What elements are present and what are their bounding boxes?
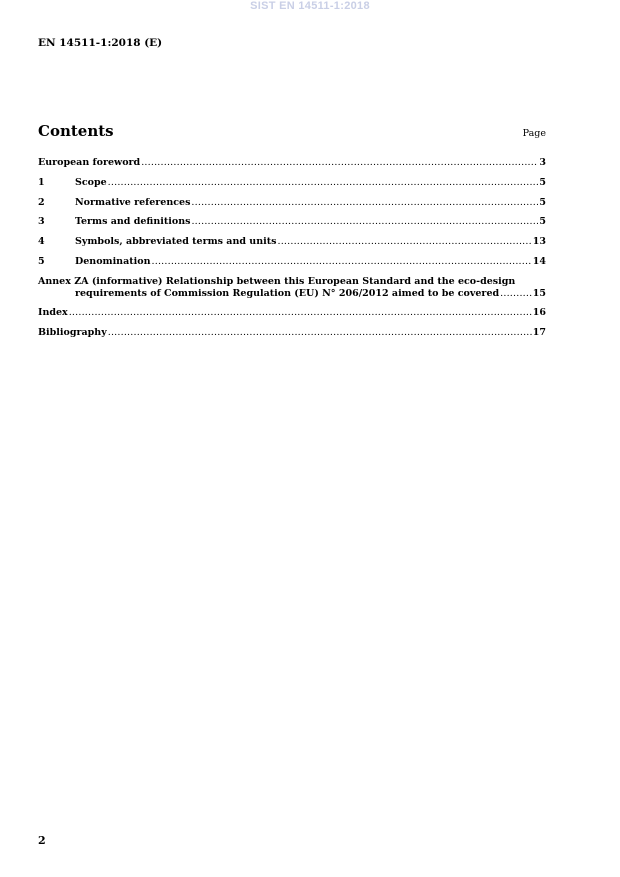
toc-entry-annex-za[interactable] (38, 276, 546, 300)
toc-entry-title: Scope (75, 176, 107, 188)
toc-entry-bibliography[interactable] (38, 327, 546, 339)
contents-title: Contents (38, 122, 114, 140)
toc-entry-title: Terms and definitions (75, 216, 191, 228)
toc-entry-page: 16 (532, 306, 546, 318)
toc-entry-denomination[interactable] (38, 256, 546, 268)
toc-entry-number: 2 (38, 196, 45, 208)
table-of-contents (38, 157, 546, 346)
toc-entry-number: 5 (38, 255, 45, 267)
toc-entry-title: Bibliography (38, 326, 107, 338)
toc-leader-dots (191, 216, 538, 228)
toc-entry-page: 5 (539, 216, 546, 228)
toc-entry-normative-references[interactable] (38, 197, 546, 209)
contents-heading (38, 122, 546, 140)
toc-leader-dots (500, 288, 532, 300)
toc-entry-page: 17 (532, 326, 546, 338)
toc-entry-scope[interactable] (38, 177, 546, 189)
toc-annex-title-line1: Annex ZA (informative) Relationship between this European Standard and the eco-design (38, 275, 516, 287)
toc-entry-terms-and-definitions[interactable] (38, 216, 546, 228)
toc-entry-index[interactable] (38, 307, 546, 319)
toc-entry-number: 4 (38, 236, 45, 248)
page-column-label: Page (522, 128, 546, 139)
toc-leader-dots (191, 197, 538, 209)
toc-entry-title: Symbols, abbreviated terms and units (75, 236, 277, 248)
toc-annex-title-line2: requirements of Commission Regulation (EU) N° 206/2012 aimed to be covered (75, 287, 500, 299)
toc-entry-page: 5 (539, 176, 546, 188)
toc-leader-dots (69, 307, 532, 319)
toc-leader-dots (152, 256, 532, 268)
toc-entry-title: European foreword (38, 157, 141, 168)
toc-entry-symbols[interactable] (38, 236, 546, 248)
document-id: EN 14511-1:2018 (E) (38, 37, 163, 49)
toc-entry-number: 3 (38, 216, 45, 228)
toc-entry-page: 13 (532, 236, 546, 248)
toc-entry-page: 5 (539, 196, 546, 208)
toc-entry-page: 14 (532, 255, 546, 267)
toc-entry-title: Index (38, 306, 68, 318)
toc-entry-title: Denomination (75, 255, 151, 267)
toc-entry-page: 3 (539, 157, 546, 168)
toc-entry-title: Normative references (75, 196, 191, 208)
watermark: SIST EN 14511-1:2018 (250, 0, 370, 12)
toc-entry-number: 1 (38, 176, 45, 188)
page-number: 2 (38, 834, 46, 847)
toc-leader-dots (108, 327, 532, 339)
toc-entry-european-foreword[interactable] (38, 157, 546, 169)
toc-entry-page: 15 (532, 287, 546, 299)
toc-leader-dots (277, 236, 531, 248)
toc-leader-dots (108, 177, 539, 189)
toc-leader-dots (141, 157, 538, 169)
